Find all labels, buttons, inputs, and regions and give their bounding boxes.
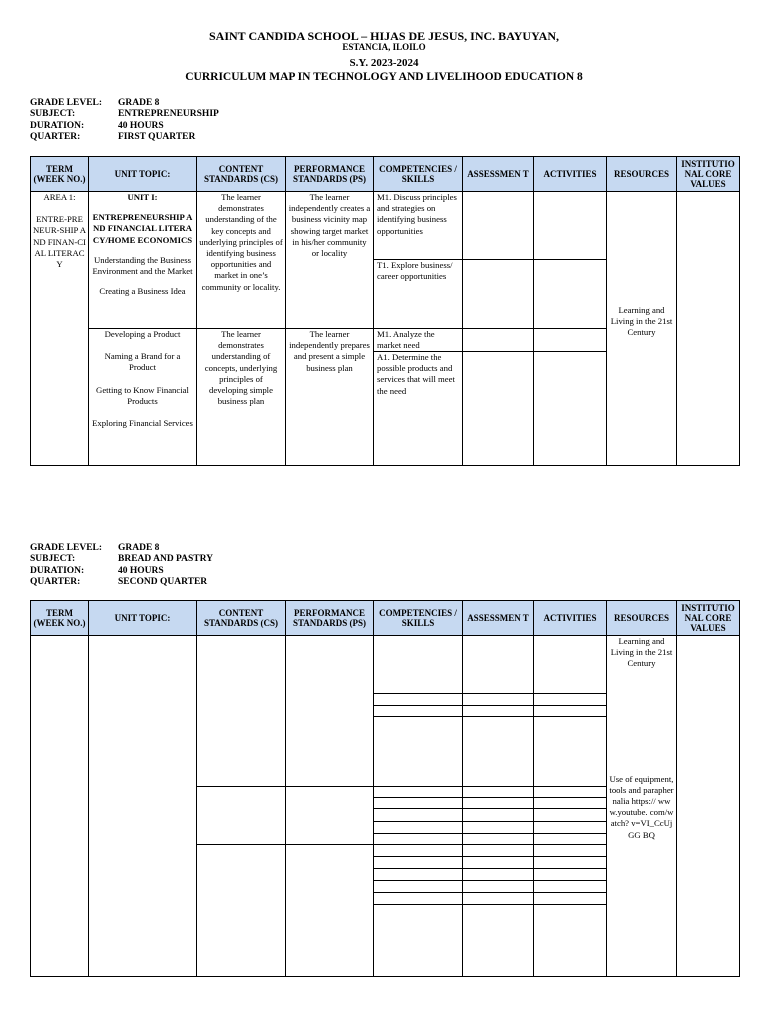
school-year: S.Y. 2023-2024	[349, 57, 419, 69]
activities-cell-1	[534, 192, 607, 329]
performance-standard-1: The learner independently creates a business vicinity map showing target market in his/her community or locality	[288, 192, 371, 259]
resources-equipment-link: Use of equipment, tools and paraphernalia https:// www.youtube. com/watch? v=VI_CcUjGG BQ	[609, 773, 674, 840]
competency-cell	[374, 636, 463, 977]
competency-cell-2	[374, 329, 463, 466]
activities-cell-2	[534, 329, 607, 466]
topic-financial-products: Getting to Know Financial Products	[96, 384, 189, 406]
topic-naming-brand: Naming a Brand for a Product	[104, 351, 181, 373]
performance-standard-2: The learner independently prepares and present a simple business plan	[289, 329, 370, 373]
col-resources: RESOURCES	[607, 157, 677, 192]
performance-standard-cell-2	[286, 329, 374, 466]
unit-topic-cell	[89, 636, 197, 977]
term-cell	[31, 636, 89, 977]
unit-title: ENTREPRENEURSHIP AND FINANCIAL LITERACY/HOME ECONOMICS	[92, 212, 193, 245]
topic-developing-product: Developing a Product	[104, 329, 181, 339]
resources-text: Learning and Living in the 21st Century	[610, 304, 673, 338]
content-standard-cell	[197, 636, 286, 977]
content-standard-1: The learner demonstrates understanding of the key concepts and underlying principles of identifying business opportunities and market in one’s community or locality.	[199, 192, 283, 292]
competency-a1: A1. Determine the possible products and services that will meet the need	[377, 352, 455, 396]
term-name: ENTRE-PRENEUR-SHIP AND FINAN-CIAL LITERACY	[33, 214, 87, 270]
competency-t1: T1. Explore business/ career opportunities	[377, 260, 453, 282]
competency-cell-1	[374, 192, 463, 329]
performance-standard-cell-1	[286, 192, 374, 329]
q2-info-block	[30, 543, 213, 588]
col-competencies: COMPETENCIES / SKILLS	[374, 157, 463, 192]
q1-curriculum-table	[30, 156, 740, 466]
quarter-value: SECOND QUARTER	[118, 576, 208, 587]
col-assessment: ASSESSMEN T	[463, 157, 534, 192]
col-term: TERM (WEEK NO.)	[31, 601, 89, 636]
resources-learning-living: Learning and Living in the 21st Century	[610, 636, 673, 669]
subject-value: ENTREPRENEURSHIP	[118, 109, 219, 120]
col-activities: ACTIVITIES	[534, 157, 607, 192]
topic-financial-services: Exploring Financial Services	[92, 418, 193, 429]
col-unit-topic: UNIT TOPIC:	[89, 601, 197, 636]
performance-standard-cell	[286, 636, 374, 977]
quarter-label: QUARTER:	[30, 576, 81, 587]
school-location: ESTANCIA, ILOILO	[342, 42, 426, 52]
duration-value: 40 HOURS	[118, 565, 164, 576]
content-standard-cell-1	[197, 192, 286, 329]
activities-cell	[534, 636, 607, 977]
content-standard-cell-2	[197, 329, 286, 466]
document-title: CURRICULUM MAP IN TECHNOLOGY AND LIVELIHOOD EDUCATION 8	[185, 71, 583, 83]
col-activities: ACTIVITIES	[534, 601, 607, 636]
q1-info-block	[30, 98, 219, 143]
grade-value: GRADE 8	[118, 98, 160, 108]
assessment-cell	[463, 636, 534, 977]
col-performance-standards: PERFORMANCE STANDARDS (PS)	[286, 157, 374, 192]
unit-label: UNIT I:	[127, 192, 158, 202]
topic-understanding-business: Understanding the Business Environment and the Market	[92, 254, 193, 277]
unit-topic-cell-2	[89, 329, 197, 466]
col-unit-topic: UNIT TOPIC:	[89, 157, 197, 192]
topic-creating-business-idea: Creating a Business Idea	[99, 286, 186, 297]
quarter-value: FIRST QUARTER	[118, 131, 196, 142]
grade-label: GRADE LEVEL:	[30, 98, 103, 108]
quarter-label: QUARTER:	[30, 131, 81, 142]
col-content-standards: CONTENT STANDARDS (CS)	[197, 157, 286, 192]
resources-cell	[607, 192, 677, 466]
duration-value: 40 HOURS	[118, 120, 164, 131]
resources-cell	[607, 636, 677, 977]
col-content-standards: CONTENT STANDARDS (CS)	[197, 601, 286, 636]
duration-label: DURATION:	[30, 120, 85, 131]
unit-topic-cell-1	[89, 192, 197, 329]
q2-curriculum-table	[30, 600, 740, 977]
school-name: SAINT CANDIDA SCHOOL – HIJAS DE JESUS, INC. BAYUYAN,	[209, 29, 559, 43]
col-performance-standards: PERFORMANCE STANDARDS (PS)	[286, 601, 374, 636]
subject-value: BREAD AND PASTRY	[118, 554, 214, 565]
core-values-cell	[677, 636, 740, 977]
subject-label: SUBJECT:	[30, 109, 76, 120]
col-competencies: COMPETENCIES / SKILLS	[374, 601, 463, 636]
col-core-values: INSTITUTIO NAL CORE VALUES	[677, 601, 740, 636]
assessment-cell-2	[463, 329, 534, 466]
subject-label: SUBJECT:	[30, 554, 76, 565]
term-cell	[31, 192, 89, 466]
col-resources: RESOURCES	[607, 601, 677, 636]
term-area: AREA 1:	[43, 192, 76, 202]
competency-m1: M1. Discuss principles and strategies on identifying business opportunities	[377, 192, 457, 236]
duration-label: DURATION:	[30, 565, 85, 576]
assessment-cell-1	[463, 192, 534, 329]
core-values-cell	[677, 192, 740, 466]
col-assessment: ASSESSMEN T	[463, 601, 534, 636]
col-core-values: INSTITUTIO NAL CORE VALUES	[677, 157, 740, 192]
col-term: TERM (WEEK NO.)	[31, 157, 89, 192]
content-standard-2: The learner demonstrates understanding of concepts, underlying principles of developing simple business plan	[204, 329, 278, 407]
grade-label: GRADE LEVEL:	[30, 543, 103, 553]
grade-value: GRADE 8	[118, 543, 160, 553]
competency-m1-analyze: M1. Analyze the market need	[377, 329, 435, 351]
